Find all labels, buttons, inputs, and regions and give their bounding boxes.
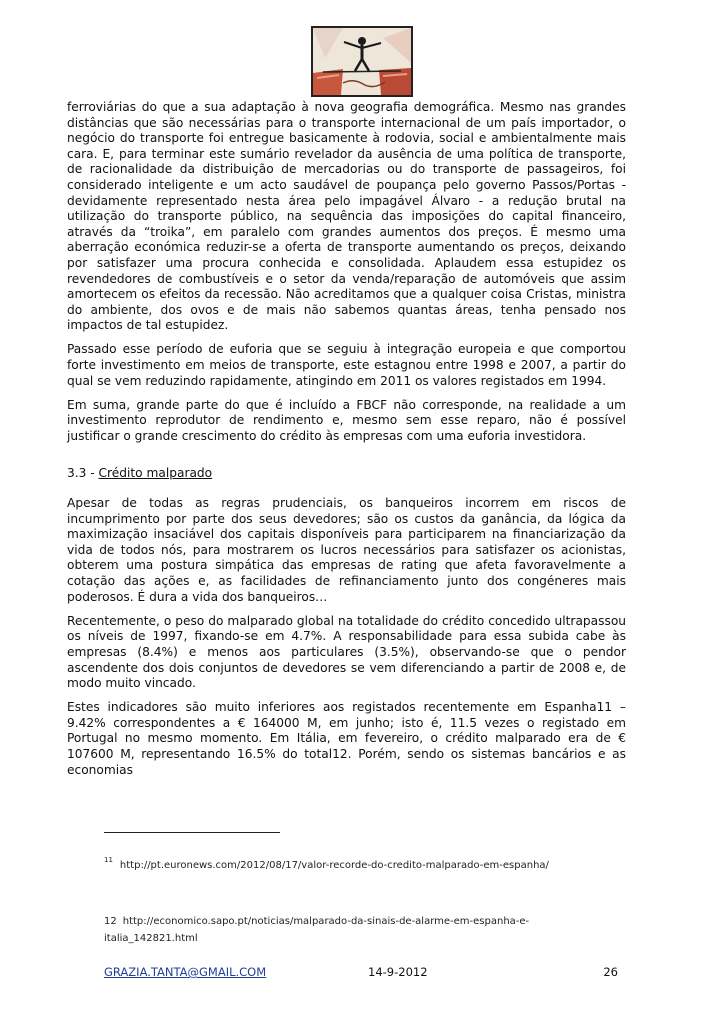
body-paragraph: Em suma, grande parte do que é incluído a FBCF não corresponde, na realidade a um investimento reprodutor de rendimento e, mesmo sem esse reparo, não é possível justificar o grande crescimento do crédito às empresas com uma euforia investidora.: [67, 397, 626, 443]
section-paragraph: Recentemente, o peso do malparado global na totalidade do crédito concedido ultrapassou os níveis de 1997, fixando-se em 4.7%. A responsabilidade para essa subida cabe às empresas (8.4%) e menos aos particulares (3.5%), observando-se que o pendor ascendente dos dois conjuntos de devedores se vem diferenciando a partir de 2008 e, de modo muito vincado.: [67, 613, 626, 691]
footnote-link[interactable]: http://economico.sapo.pt/noticias/malparado-da-sinais-de-alarme-em-espanha-e-italia_142821.html: [104, 916, 530, 944]
footnote-number: 12: [104, 916, 117, 927]
footnote-divider: [104, 832, 280, 833]
tightrope-walker-icon: [313, 28, 411, 95]
page-footer: [104, 965, 618, 981]
body-paragraph: Passado esse período de euforia que se seguiu à integração europeia e que comportou forte investimento em meios de transporte, este estagnou entre 1998 e 2007, a partir do qual se vem reduzindo rapidamente, atingindo em 2011 os valores registados em 1994.: [67, 342, 626, 388]
footnote-11: [104, 852, 574, 874]
footnote-12: [104, 913, 574, 947]
section-title: Crédito malparado: [98, 466, 213, 481]
logo-illustration: [311, 26, 413, 97]
section-paragraph: Estes indicadores são muito inferiores aos registados recentemente em Espanha11 – 9.42% correspondentes a € 164000 M, em junho; isto é, 11.5 vezes o registado em Portugal no mesmo momento. Em Itália, em fevereiro, o crédito malparado era de € 107600 M, representando 16.5% do total12. Porém, sendo os sistemas bancários e as economias: [67, 700, 626, 777]
page-body: [67, 100, 626, 787]
footnote-link[interactable]: http://pt.euronews.com/2012/08/17/valor-recorde-do-credito-malparado-em-espanha/: [119, 860, 549, 871]
section-number: 3.3 -: [67, 466, 99, 481]
page-number: 26: [603, 965, 618, 979]
body-paragraph: ferroviárias do que a sua adaptação à nova geografia demográfica. Mesmo nas grandes distâncias que são necessárias para o transporte internacional de um país importador, o negócio do transporte foi entregue basicamente à rodovia, social e ambientalmente mais cara. E, para terminar este sumário revelador da ausência de uma política de transporte, de racionalidade da distribuição de mercadorias ou do transporte de passageiros, foi considerado inteligente e um acto saudável de poupança pelo governo Passos/Portas - devidamente representado nesta área pelo impagável Álvaro - a redução brutal na utilização do transporte público, na sequência das imposições do capital financeiro, através da “troika”, em paralelo com grandes aumentos dos preços. É mesmo uma aberração económica reduzir-se a oferta de transporte aumentando os preços, deixando por satisfazer uma procura conhecida e consolidada. Aplaudem essa estupidez os revendedores de combustíveis e o setor da venda/reparação de automóveis que assim amortecem os efeitos da recessão. Não acreditamos que a qualquer coisa Cristas, ministra do ambiente, dos ovos e de mais não sabemos quantas áreas, tenha pensado nos impactos de tal estupidez.: [67, 100, 626, 333]
section-heading: [67, 466, 626, 482]
footnote-number: 11: [104, 856, 113, 864]
section-paragraph: Apesar de todas as regras prudenciais, os banqueiros incorrem em riscos de incumprimento por parte dos seus devedores; são os custos da ganância, da lógica da maximização insaciável dos capitais disponíveis para participarem na financiarização da vida de todos nós, para mostrarem os lucros necessários para satisfazer os acionistas, obterem uma postura simpática das empresas de rating que afeta favoravelmente a cotação das ações e, as facilidades de refinanciamento junto dos congéneres mais poderosos. É dura a vida dos banqueiros…: [67, 496, 626, 604]
footer-email-link[interactable]: GRAZIA.TANTA@GMAIL.COM: [104, 965, 267, 979]
footer-date: 14-9-2012: [368, 965, 428, 979]
